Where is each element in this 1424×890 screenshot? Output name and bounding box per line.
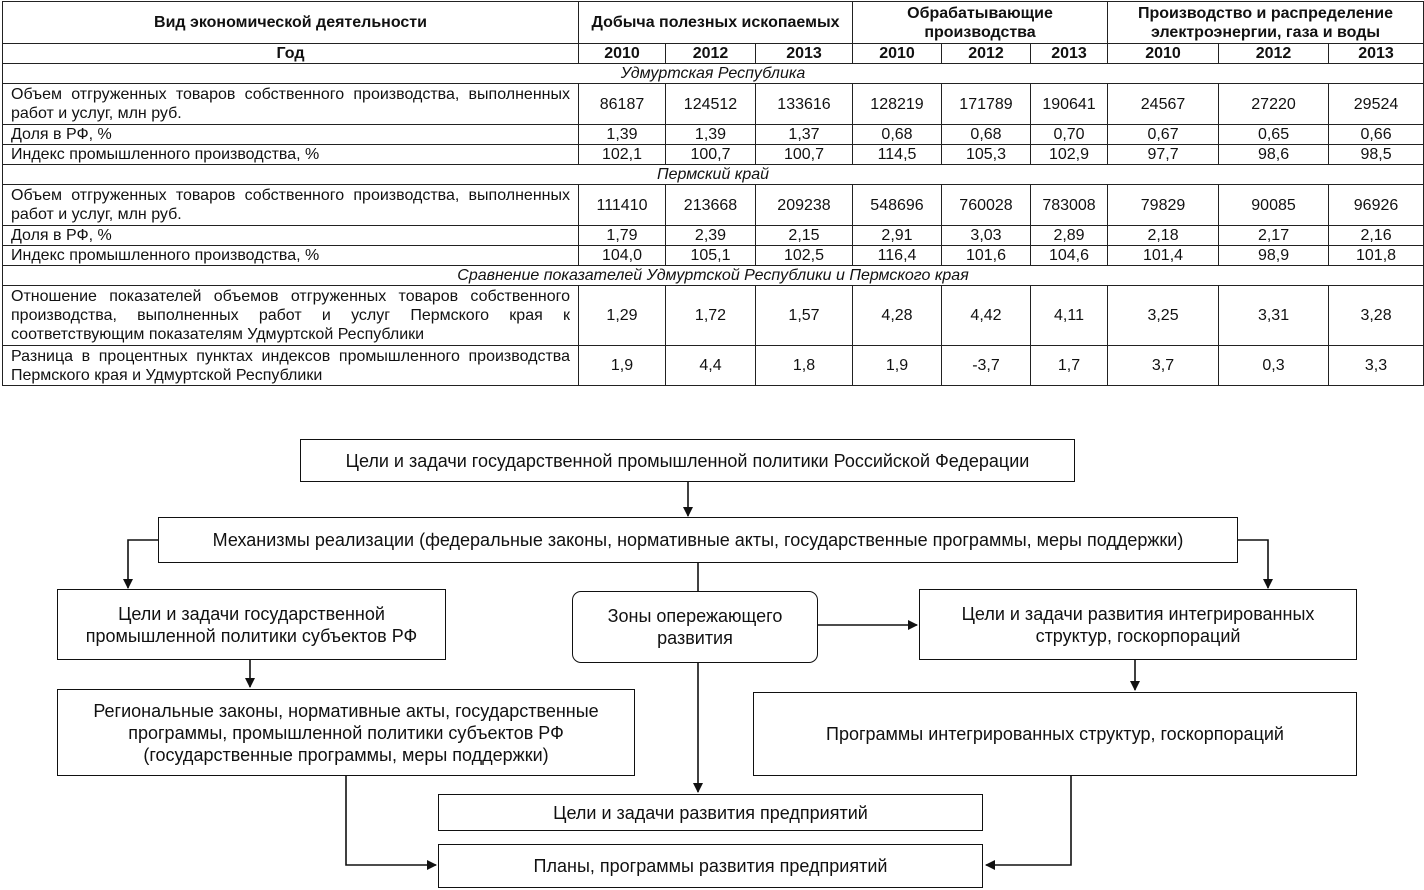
integrated-goals-box: Цели и задачи развития интегрированных структур, госкорпораций bbox=[919, 589, 1357, 660]
value-cell: 1,57 bbox=[756, 286, 853, 346]
value-cell: 98,5 bbox=[1329, 145, 1424, 165]
table-row bbox=[3, 226, 1424, 246]
value-cell: 24567 bbox=[1108, 84, 1219, 125]
group-header-mining: Добыча полезных ископаемых bbox=[579, 2, 853, 44]
value-cell: 90085 bbox=[1219, 185, 1329, 226]
row-label: Отношение показателей объемов отгруженных товаров собственного производства, выполненных работ и услуг Пермского края к соответствующим показателям Удмуртской Республики bbox=[3, 286, 579, 346]
table-row bbox=[3, 286, 1424, 346]
value-cell: 116,4 bbox=[853, 246, 942, 266]
value-cell: 1,72 bbox=[666, 286, 756, 346]
value-cell: 4,11 bbox=[1031, 286, 1108, 346]
value-cell: 3,28 bbox=[1329, 286, 1424, 346]
regional-goals-box: Цели и задачи государственной промышленной политики субъектов РФ bbox=[57, 589, 446, 660]
table-row bbox=[3, 346, 1424, 386]
value-cell: -3,7 bbox=[942, 346, 1031, 386]
statistics-table bbox=[2, 1, 1424, 386]
year-cell: 2012 bbox=[666, 44, 756, 64]
value-cell: 1,29 bbox=[579, 286, 666, 346]
row-label: Индекс промышленного производства, % bbox=[3, 246, 579, 266]
year-cell: 2013 bbox=[756, 44, 853, 64]
value-cell: 3,7 bbox=[1108, 346, 1219, 386]
value-cell: 209238 bbox=[756, 185, 853, 226]
value-cell: 548696 bbox=[853, 185, 942, 226]
year-cell: 2010 bbox=[853, 44, 942, 64]
value-cell: 101,4 bbox=[1108, 246, 1219, 266]
year-cell: 2012 bbox=[942, 44, 1031, 64]
header-row-years bbox=[3, 44, 1424, 64]
value-cell: 124512 bbox=[666, 84, 756, 125]
value-cell: 1,37 bbox=[756, 125, 853, 145]
section-title: Пермский край bbox=[3, 165, 1424, 185]
section-row-udmurtia bbox=[3, 64, 1424, 84]
arrow-programs-to-plans bbox=[986, 776, 1071, 865]
value-cell: 102,1 bbox=[579, 145, 666, 165]
value-cell: 105,1 bbox=[666, 246, 756, 266]
value-cell: 190641 bbox=[1031, 84, 1108, 125]
row-label: Объем отгруженных товаров собственного производства, выполненных работ и услуг, млн руб. bbox=[3, 185, 579, 226]
value-cell: 98,9 bbox=[1219, 246, 1329, 266]
value-cell: 2,15 bbox=[756, 226, 853, 246]
group-header-manufacturing: Обрабатывающие производства bbox=[853, 2, 1108, 44]
row-label: Доля в РФ, % bbox=[3, 226, 579, 246]
year-cell: 2010 bbox=[579, 44, 666, 64]
value-cell: 101,6 bbox=[942, 246, 1031, 266]
value-cell: 97,7 bbox=[1108, 145, 1219, 165]
zones-box: Зоны опережающего развития bbox=[572, 591, 818, 663]
value-cell: 96926 bbox=[1329, 185, 1424, 226]
value-cell: 29524 bbox=[1329, 84, 1424, 125]
value-cell: 2,16 bbox=[1329, 226, 1424, 246]
value-cell: 0,66 bbox=[1329, 125, 1424, 145]
value-cell: 0,67 bbox=[1108, 125, 1219, 145]
value-cell: 1,79 bbox=[579, 226, 666, 246]
value-cell: 1,39 bbox=[579, 125, 666, 145]
value-cell: 101,8 bbox=[1329, 246, 1424, 266]
table-row bbox=[3, 125, 1424, 145]
value-cell: 1,39 bbox=[666, 125, 756, 145]
section-row-perm bbox=[3, 165, 1424, 185]
value-cell: 760028 bbox=[942, 185, 1031, 226]
value-cell: 0,68 bbox=[853, 125, 942, 145]
year-cell: 2010 bbox=[1108, 44, 1219, 64]
section-title: Удмуртская Республика bbox=[3, 64, 1424, 84]
value-cell: 3,31 bbox=[1219, 286, 1329, 346]
arrow-laws-to-plans bbox=[346, 776, 436, 865]
value-cell: 98,6 bbox=[1219, 145, 1329, 165]
value-cell: 2,17 bbox=[1219, 226, 1329, 246]
value-cell: 0,3 bbox=[1219, 346, 1329, 386]
value-cell: 104,0 bbox=[579, 246, 666, 266]
section-row-comparison bbox=[3, 266, 1424, 286]
value-cell: 128219 bbox=[853, 84, 942, 125]
enterprise-goals-box: Цели и задачи развития предприятий bbox=[438, 794, 983, 831]
value-cell: 102,5 bbox=[756, 246, 853, 266]
value-cell: 104,6 bbox=[1031, 246, 1108, 266]
group-header-energy: Производство и распределение электроэнергии, газа и воды bbox=[1108, 2, 1424, 44]
row-label: Индекс промышленного производства, % bbox=[3, 145, 579, 165]
table-row bbox=[3, 145, 1424, 165]
value-cell: 1,9 bbox=[579, 346, 666, 386]
section-title: Сравнение показателей Удмуртской Республики и Пермского края bbox=[3, 266, 1424, 286]
value-cell: 171789 bbox=[942, 84, 1031, 125]
arrow-mechanisms-to-integrated bbox=[1238, 540, 1268, 588]
value-cell: 100,7 bbox=[756, 145, 853, 165]
value-cell: 213668 bbox=[666, 185, 756, 226]
value-cell: 783008 bbox=[1031, 185, 1108, 226]
row-label: Объем отгруженных товаров собственного производства, выполненных работ и услуг, млн руб. bbox=[3, 84, 579, 125]
value-cell: 2,91 bbox=[853, 226, 942, 246]
value-cell: 1,9 bbox=[853, 346, 942, 386]
value-cell: 0,65 bbox=[1219, 125, 1329, 145]
value-cell: 3,3 bbox=[1329, 346, 1424, 386]
header-row-groups bbox=[3, 2, 1424, 44]
enterprise-plans-box: Планы, программы развития предприятий bbox=[438, 844, 983, 888]
table-row bbox=[3, 185, 1424, 226]
value-cell: 2,18 bbox=[1108, 226, 1219, 246]
table-row bbox=[3, 84, 1424, 125]
value-cell: 102,9 bbox=[1031, 145, 1108, 165]
value-cell: 2,39 bbox=[666, 226, 756, 246]
value-cell: 79829 bbox=[1108, 185, 1219, 226]
value-cell: 0,70 bbox=[1031, 125, 1108, 145]
federal-goals-box: Цели и задачи государственной промышленной политики Российской Федерации bbox=[300, 439, 1075, 482]
value-cell: 2,89 bbox=[1031, 226, 1108, 246]
value-cell: 4,4 bbox=[666, 346, 756, 386]
value-cell: 4,28 bbox=[853, 286, 942, 346]
arrow-mechanisms-to-regional bbox=[128, 540, 158, 588]
value-cell: 0,68 bbox=[942, 125, 1031, 145]
year-cell: 2012 bbox=[1219, 44, 1329, 64]
integrated-programs-box: Программы интегрированных структур, госкорпораций bbox=[753, 692, 1357, 776]
value-cell: 1,7 bbox=[1031, 346, 1108, 386]
row-label: Доля в РФ, % bbox=[3, 125, 579, 145]
value-cell: 4,42 bbox=[942, 286, 1031, 346]
regional-laws-box: Региональные законы, нормативные акты, государственные программы, промышленной политики субъектов РФ (государственные программы, меры поддержки) bbox=[57, 689, 635, 776]
value-cell: 3,03 bbox=[942, 226, 1031, 246]
value-cell: 105,3 bbox=[942, 145, 1031, 165]
value-cell: 114,5 bbox=[853, 145, 942, 165]
value-cell: 1,8 bbox=[756, 346, 853, 386]
row-label: Разница в процентных пунктах индексов промышленного производства Пермского края и Удмуртской Республики bbox=[3, 346, 579, 386]
value-cell: 133616 bbox=[756, 84, 853, 125]
value-cell: 27220 bbox=[1219, 84, 1329, 125]
value-cell: 3,25 bbox=[1108, 286, 1219, 346]
value-cell: 100,7 bbox=[666, 145, 756, 165]
value-cell: 86187 bbox=[579, 84, 666, 125]
activity-header: Вид экономической деятельности bbox=[3, 2, 579, 44]
year-header: Год bbox=[3, 44, 579, 64]
year-cell: 2013 bbox=[1031, 44, 1108, 64]
value-cell: 111410 bbox=[579, 185, 666, 226]
mechanisms-box: Механизмы реализации (федеральные законы, нормативные акты, государственные программы, меры поддержки) bbox=[158, 517, 1238, 563]
year-cell: 2013 bbox=[1329, 44, 1424, 64]
table-row bbox=[3, 246, 1424, 266]
